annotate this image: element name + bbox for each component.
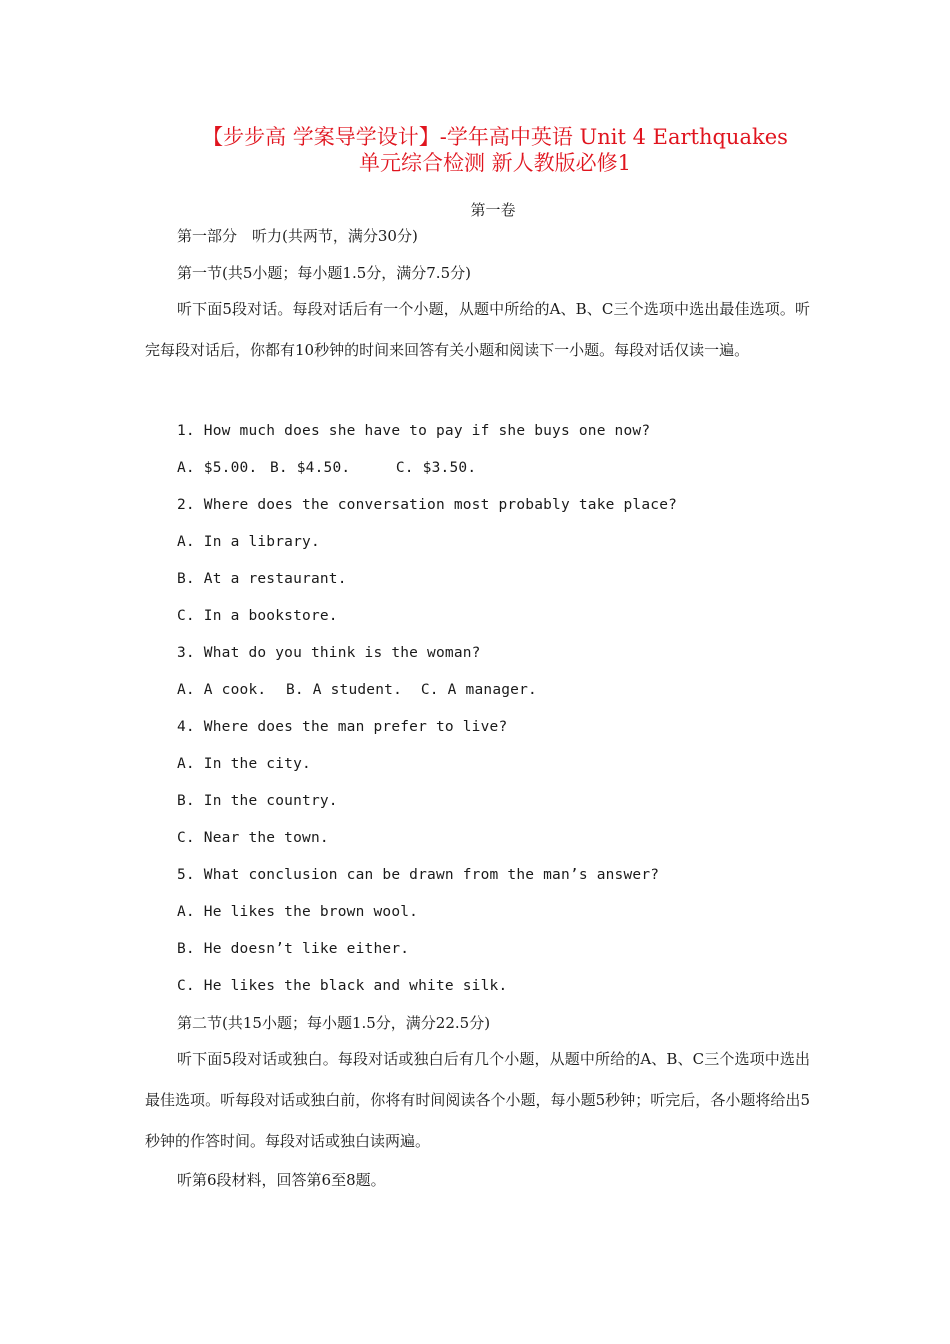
- question-2-option-b: B. At a restaurant.: [177, 571, 347, 587]
- section1-heading: 第一节(共5小题；每小题1.5分，满分7.5分): [177, 264, 471, 282]
- section1-instructions: 听下面5段对话。每段对话后有一个小题，从题中所给的A、B、C三个选项中选出最佳选项。听完每段对话后，你都有10秒钟的时间来回答有关小题和阅读下一小题。每段对话仅读一遍。: [145, 300, 810, 359]
- question-4-option-b: B. In the country.: [177, 793, 338, 809]
- question-1-stem: 1. How much does she have to pay if she buys one now?: [177, 423, 651, 439]
- question-4-stem: 4. Where does the man prefer to live?: [177, 719, 508, 735]
- document-title-line1: 【步步高 学案导学设计】-学年高中英语 Unit 4 Earthquakes: [202, 125, 788, 149]
- question-3-options: [177, 680, 537, 700]
- option-b: B. $4.50.: [269, 460, 351, 476]
- question-2-stem: 2. Where does the conversation most probably take place?: [177, 497, 678, 513]
- question-5-option-c: C. He likes the black and white silk.: [177, 978, 508, 994]
- option-a: A. $5.00.: [177, 460, 258, 476]
- option-b: B. A student.: [285, 682, 403, 698]
- question-5-option-a: A. He likes the brown wool.: [177, 904, 419, 920]
- option-c: C. A manager.: [420, 682, 537, 698]
- question-3-stem: 3. What do you think is the woman?: [177, 645, 481, 661]
- question-2-option-c: C. In a bookstore.: [177, 608, 338, 624]
- question-5-option-b: B. He doesn’t like either.: [177, 941, 410, 957]
- question-4-option-c: C. Near the town.: [177, 830, 329, 846]
- volume-heading: 第一卷: [470, 201, 516, 219]
- document-title-line2: 单元综合检测 新人教版必修1: [358, 151, 632, 175]
- part1-heading: 第一部分 听力(共两节，满分30分): [177, 227, 418, 245]
- option-a: A. A cook.: [177, 682, 267, 698]
- section2-heading: 第二节(共15小题；每小题1.5分，满分22.5分): [177, 1014, 491, 1032]
- material-note: 听第6段材料，回答第6至8题。: [177, 1171, 386, 1189]
- question-4-option-a: A. In the city.: [177, 756, 311, 772]
- section2-instructions: 听下面5段对话或独白。每段对话或独白后有几个小题，从题中所给的A、B、C三个选项中选出最佳选项。听每段对话或独白前，你将有时间阅读各个小题，每小题5秒钟；听完后，各小题将给出5秒钟的作答时间。每段对话或独白读两遍。: [145, 1050, 810, 1150]
- option-c: C. $3.50.: [395, 460, 477, 476]
- question-5-stem: 5. What conclusion can be drawn from the man’s answer?: [177, 867, 660, 883]
- question-1-options: [177, 458, 476, 478]
- question-2-option-a: A. In a library.: [177, 534, 320, 550]
